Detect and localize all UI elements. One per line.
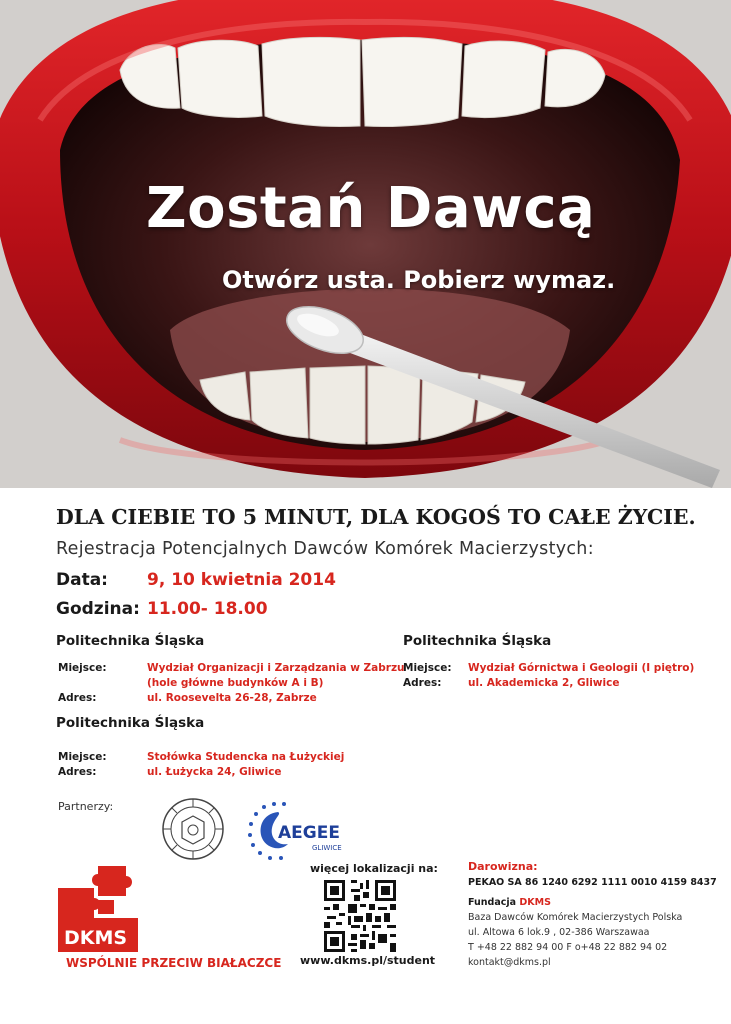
aegee-name: AEGEE: [278, 823, 340, 843]
politechnika-seal-logo: [160, 796, 226, 862]
location-1-place-label: Miejsce:: [58, 662, 107, 674]
location-2-place: Wydział Górnictwa i Geologii (I piętro): [468, 662, 695, 674]
foundation-prefix: Fundacja: [468, 897, 517, 908]
hero-subtitle: Otwórz usta. Pobierz wymaz.: [222, 266, 616, 294]
location-3-address-label: Adres:: [58, 766, 97, 778]
location-1-address-label: Adres:: [58, 692, 97, 704]
location-2-address-label: Adres:: [403, 677, 442, 689]
foundation-line-2: ul. Altowa 6 lok.9 , 02-386 Warszawaa: [468, 927, 650, 938]
donation-account: PEKAO SA 86 1240 6292 1111 0010 4159 8437: [468, 877, 717, 888]
open-mouth-illustration: [0, 0, 731, 488]
dkms-slogan: WSPÓLNIE PRZECIW BIAŁACZCE: [66, 956, 282, 970]
aegee-logo: [244, 798, 352, 862]
location-1-title: Politechnika Śląska: [56, 633, 205, 649]
foundation-email[interactable]: kontakt@dkms.pl: [468, 957, 551, 968]
location-1-address: ul. Roosevelta 26-28, Zabrze: [147, 692, 317, 704]
location-1-place-detail: (hole główne budynków A i B): [147, 677, 324, 689]
location-3-address: ul. Łużycka 24, Gliwice: [147, 766, 282, 778]
foundation-phone: T +48 22 882 94 00 F o+48 22 882 94 02: [468, 942, 668, 953]
location-3-place-label: Miejsce:: [58, 751, 107, 763]
dkms-logo-text: DKMS: [64, 927, 128, 949]
location-3-title: Politechnika Śląska: [56, 715, 205, 731]
time-value: 11.00- 18.00: [147, 599, 268, 619]
location-1-place: Wydział Organizacji i Zarządzania w Zabrzu: [147, 662, 405, 674]
partners-label: Partnerzy:: [58, 800, 114, 813]
foundation-name: [468, 897, 551, 908]
student-url-link[interactable]: www.dkms.pl/student: [300, 954, 436, 967]
headline: DLA CIEBIE TO 5 MINUT, DLA KOGOŚ TO CAŁE ŻYCIE.: [56, 505, 696, 529]
foundation-line-1: Baza Dawców Komórek Macierzystych Polska: [468, 912, 683, 923]
date-label: Data:: [56, 570, 108, 590]
location-3-place: Stołówka Studencka na Łużyckiej: [147, 751, 345, 763]
foundation-brand: DKMS: [519, 897, 551, 908]
hero-image: [0, 0, 731, 488]
location-2-address: ul. Akademicka 2, Gliwice: [468, 677, 620, 689]
registration-label: Rejestracja Potencjalnych Dawców Komórek Macierzystych:: [56, 539, 594, 559]
aegee-city: GLIWICE: [312, 844, 342, 852]
qr-code-icon[interactable]: [324, 880, 396, 952]
hero-title: Zostań Dawcą: [146, 176, 596, 241]
time-label: Godzina:: [56, 599, 140, 619]
location-2-title: Politechnika Śląska: [403, 633, 552, 649]
donation-title: Darowizna:: [468, 860, 538, 873]
more-locations-label: więcej lokalizacji na:: [310, 862, 438, 875]
location-2-place-label: Miejsce:: [403, 662, 452, 674]
dkms-puzzle-logo: [54, 862, 140, 954]
date-value: 9, 10 kwietnia 2014: [147, 570, 336, 590]
